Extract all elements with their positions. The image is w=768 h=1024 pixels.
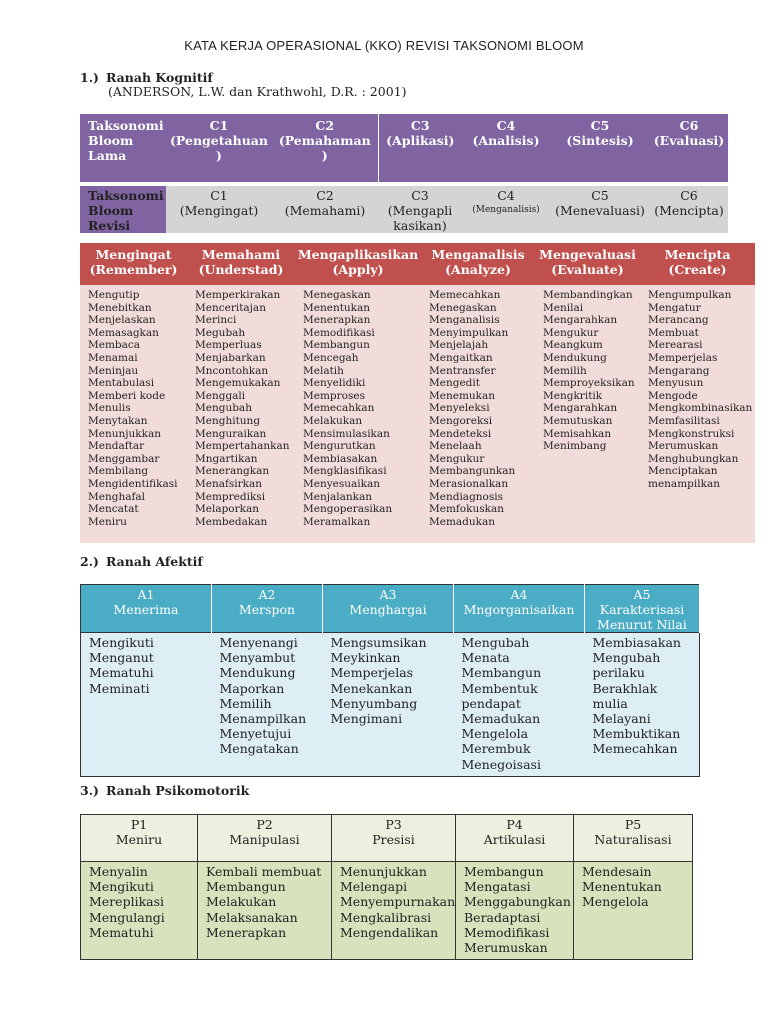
verb-item: Membangun [206,879,286,895]
verb-item: Memilih [219,695,272,711]
verb-item: Meniru [88,515,127,528]
psikomotorik-header-row [81,815,693,862]
column-header: Mengingat (Remember) [80,243,187,285]
verb-item: perilaku [592,665,645,681]
verb-item: Menyeleksi [429,402,490,415]
column-header: A4 Mngorganisaikan [454,585,585,633]
verb-item: Memberi kode [88,389,166,402]
verb-item: Membangun [303,339,370,352]
verb-item: Melatih [303,364,344,377]
verb-item: Memperjelas [330,665,414,681]
verb-item: Menunjukkan [340,864,427,879]
verb-item: Memperluas [195,339,262,352]
verb-item: menampilkan [648,477,720,490]
verb-item: Merembuk [461,741,531,757]
verb-item: Beradaptasi [464,909,541,925]
verb-item: Menamai [88,351,138,364]
verb-item: Mengurutkan [303,440,376,453]
verb-item: Mengoperasikan [303,503,393,516]
row-bloom-revisi [80,186,728,233]
row-label: Taksonomi Bloom Revisi [80,186,166,233]
column-header: Memahami (Understad) [187,243,295,285]
verb-item: Merearasi [648,339,703,352]
level-cell: C6 (Evaluasi) [650,114,728,182]
verb-item: Menceritajan [195,301,266,314]
level-cell: C3 (Aplikasi) [378,114,462,182]
verb-item: Menimbang [543,440,607,453]
verb-item: Menggambar [88,452,160,465]
verb-item: Memecahkan [429,289,501,301]
verb-item: Mengarahkan [543,314,618,327]
verb-item: Menggabungkan [464,894,571,910]
afektif-header-row [81,585,700,633]
verb-item: Menghafal [88,490,145,503]
verb-list [295,285,421,543]
verb-item: Menilai [543,301,584,314]
verb-item: Mempertahankan [195,440,290,453]
kko-psikomotorik-table [80,814,693,960]
verb-item: Mengatakan [219,741,299,757]
verb-item: Meykinkan [330,650,401,666]
verb-item: Mentabulasi [88,377,155,390]
verb-item: Menghubungkan [648,452,739,465]
verb-item: Mengulangi [89,909,165,925]
level-cell: C6 (Mencipta) [650,186,728,233]
verb-item: Menyimpulkan [429,326,509,339]
verb-item: Menentukan [582,879,662,895]
verb-item: Menyumbang [330,695,418,711]
verb-item: Meminati [89,680,150,696]
section-title: Ranah Psikomotorik [106,783,250,798]
bloom-comparison-table [80,114,728,233]
column-header: A5 Karakterisasi Menurut Nilai [585,585,700,633]
verb-item: Maporkan [219,680,285,696]
verb-item: Menjelaskan [88,314,156,327]
verb-list [585,633,700,777]
verb-item: Memfokuskan [429,503,505,516]
verb-item: Memasagkan [88,326,159,339]
verb-list [198,862,332,960]
verb-item: Menjalankan [303,490,373,503]
verb-item: Menata [461,650,510,666]
section-number: 1.) [80,70,99,85]
level-cell: C1 (Pengetahuan ) [166,114,272,182]
verb-item: Mematuhi [89,924,154,940]
verb-item: Mengemukakan [195,377,281,390]
verb-item: Mengimani [330,711,403,727]
verb-item: Memecahkan [592,741,678,757]
verb-item: Mengikuti [89,635,154,650]
level-cell: C3 (Mengapli kasikan) [378,186,462,233]
column-header: Mencipta (Create) [640,243,755,285]
level-cell: C5 (Sintesis) [550,114,650,182]
verb-list [456,862,574,960]
verb-item: Membedakan [195,515,268,528]
verb-item: Menegaskan [303,289,371,301]
verb-item: Memutuskan [543,414,613,427]
verb-item: Mengubah [592,650,661,666]
verb-item: Menyempurnakan [340,894,456,910]
verb-item: Mengutip [88,289,140,301]
verb-item: Mengoreksi [429,414,493,427]
verb-item: Mengarang [648,364,710,377]
verb-item: Mengkritik [543,389,603,402]
verb-item: Memproses [303,389,365,402]
verb-item: Memecahkan [303,402,375,415]
section-title: Ranah Afektif [106,554,203,569]
verb-item: Melengapi [340,879,408,895]
verb-item: Merumuskan [464,940,548,956]
verb-item: Mengendalikan [340,924,439,940]
column-header: P3 Presisi [332,815,456,862]
verb-list [574,862,693,960]
verb-item: Menafsirkan [195,477,263,490]
document-title: KATA KERJA OPERASIONAL (KKO) REVISI TAKSONOMI BLOOM [184,38,584,53]
verb-item: Mengatasi [464,879,531,895]
verb-item: Menemukan [429,389,496,402]
verb-item: pendapat [461,695,521,711]
section-heading-afektif [80,554,203,569]
kko-kognitif-table [80,243,755,543]
verb-list [212,633,323,777]
verb-item: Berakhlak [592,680,658,696]
verb-item: Memperjelas [648,351,718,364]
verb-item: Memodifikasi [303,326,375,339]
verb-item: Meninjau [88,364,139,377]
kko-verbs-row [80,285,755,543]
section-number: 2.) [80,554,99,569]
verb-item: Mencatat [88,503,139,516]
column-header: P5 Naturalisasi [574,815,693,862]
afektif-verbs-row [81,633,700,777]
verb-item: Menerapkan [206,924,287,940]
verb-item: Membaca [88,339,141,352]
reference-citation: (ANDERSON, L.W. dan Krathwohl, D.R. : 2001) [108,84,407,99]
verb-item: Memodifikasi [464,924,550,940]
verb-item: Melaporkan [195,503,260,516]
verb-item: Menerangkan [195,465,270,478]
verb-item: Menebitkan [88,301,152,314]
verb-item: Menguraikan [195,427,267,440]
verb-list [332,862,456,960]
verb-item: Merancang [648,314,709,327]
verb-item: Membangunkan [429,465,516,478]
level-cell: C5 (Menevaluasi) [550,186,650,233]
kko-header-row [80,243,755,285]
verb-item: Mengatur [648,301,701,314]
column-header: Mengevaluasi (Evaluate) [535,243,640,285]
verb-item: Mengukur [543,326,599,339]
verb-item: Mengumpulkan [648,289,732,301]
verb-item: Mncontohkan [195,364,269,377]
row-label: Taksonomi Bloom Lama [80,114,166,182]
verb-item: Mematuhi [89,665,154,681]
verb-list [187,285,295,543]
verb-item: Memprediksi [195,490,266,503]
column-header: A2 Merspon [212,585,323,633]
section-heading-kognitif [80,70,213,85]
verb-item: Menegoisasi [461,756,541,772]
column-header: Mengaplikasikan (Apply) [295,243,421,285]
row-bloom-lama [80,114,728,182]
verb-item: Merinci [195,314,237,327]
verb-item: Mensimulasikan [303,427,390,440]
verb-item: Melayani [592,711,651,727]
verb-list [535,285,640,543]
verb-item: Mengelola [582,894,649,910]
section-heading-psikomotorik [80,783,249,798]
verb-item: Mengarahkan [543,402,618,415]
verb-item: Menyusun [648,377,704,390]
verb-list [421,285,535,543]
section-number: 3.) [80,783,99,798]
level-cell: C4 (Menganalisis) [462,186,550,233]
column-header: A3 Menghargai [323,585,454,633]
verb-item: Membilang [88,465,149,478]
verb-item: Menerapkan [303,314,371,327]
level-cell: C1 (Mengingat) [166,186,272,233]
verb-item: Merumuskan [648,440,719,453]
verb-item: Membentuk [461,680,538,696]
verb-item: Mentransfer [429,364,496,377]
level-cell: C2 (Memahami) [272,186,378,233]
verb-item: Membandingkan [543,289,633,301]
column-header: P2 Manipulasi [198,815,332,862]
kko-afektif-table [80,584,700,777]
verb-item: Menyambut [219,650,296,666]
verb-item: Mengaitkan [429,351,493,364]
verb-list [81,862,198,960]
verb-item: Menegaskan [429,301,497,314]
verb-item: Melaksanakan [206,909,298,925]
verb-item: Memadukan [461,711,541,727]
verb-item: Menyetujui [219,726,292,742]
verb-item: Meangkum [543,339,603,352]
verb-item: Membangun [464,864,544,879]
level-cell: C2 (Pemahaman ) [272,114,378,182]
verb-list [80,285,187,543]
verb-list [81,633,212,777]
verb-item: Mendeteksi [429,427,492,440]
verb-item: Menjabarkan [195,351,266,364]
verb-item: Mengklasifikasi [303,465,387,478]
verb-item: Memisahkan [543,427,612,440]
verb-item: Mengode [648,389,698,402]
verb-item: Mengidentifikasi [88,477,178,490]
verb-item: Membangun [461,665,542,681]
verb-item: Megubah [195,326,246,339]
verb-item: Mengkombinasikan [648,402,753,415]
column-header: A1 Menerima [81,585,212,633]
verb-item: Menyesuaikan [303,477,381,490]
psikomotorik-verbs-row [81,862,693,960]
verb-item: Menganalisis [429,314,500,327]
verb-item: Menyelidiki [303,377,366,390]
column-header: P4 Artikulasi [456,815,574,862]
verb-item: Mencegah [303,351,359,364]
verb-item: Membuat [648,326,699,339]
verb-item: Mngartikan [195,452,258,465]
section-title: Ranah Kognitif [106,70,213,85]
verb-item: Mengubah [195,402,252,415]
column-header: P1 Meniru [81,815,198,862]
verb-item: Melakukan [206,894,277,910]
verb-item: Mendaftar [88,440,145,453]
verb-item: Memproyeksikan [543,377,635,390]
verb-item: Menyenangi [219,635,298,650]
verb-item: Menyalin [89,864,148,879]
verb-item: Mengkonstruksi [648,427,735,440]
verb-item: Menelaah [429,440,482,453]
verb-list [323,633,454,777]
verb-item: Memfasilitasi [648,414,720,427]
verb-item: Menytakan [88,414,148,427]
verb-list [454,633,585,777]
verb-item: Mereplikasi [89,894,165,910]
verb-item: Mengkalibrasi [340,909,432,925]
verb-item: Merasionalkan [429,477,509,490]
verb-item: Mendukung [219,665,296,681]
verb-item: Membiasakan [592,635,681,650]
verb-item: Mendiagnosis [429,490,504,503]
verb-item: Membuktikan [592,726,681,742]
verb-item: Menjelajah [429,339,489,352]
verb-list [640,285,755,543]
column-header: Menganalisis (Analyze) [421,243,535,285]
verb-item: Memilih [543,364,587,377]
verb-item: Memadukan [429,515,496,528]
verb-item: Mengsumsikan [330,635,427,650]
verb-item: Memperkirakan [195,289,281,301]
verb-item: Mengelola [461,726,529,742]
verb-item: Menggali [195,389,246,402]
verb-item: Menulis [88,402,131,415]
verb-item: mulia [592,695,628,711]
level-cell: C4 (Analisis) [462,114,550,182]
verb-item: Mengedit [429,377,480,390]
verb-item: Mengukur [429,452,485,465]
verb-item: Mendesain [582,864,652,879]
verb-item: Meramalkan [303,515,371,528]
verb-item: Mengubah [461,635,530,650]
verb-item: Menciptakan [648,465,718,478]
verb-item: Menunjukkan [88,427,162,440]
verb-item: Mengikuti [89,879,154,895]
verb-item: Menekankan [330,680,413,696]
verb-item: Melakukan [303,414,363,427]
verb-item: Menganut [89,650,154,666]
verb-item: Menentukan [303,301,371,314]
verb-item: Menampilkan [219,711,307,727]
verb-item: Menghitung [195,414,261,427]
verb-item: Mendukung [543,351,607,364]
verb-item: Kembali membuat [206,864,322,879]
verb-item: Membiasakan [303,452,378,465]
